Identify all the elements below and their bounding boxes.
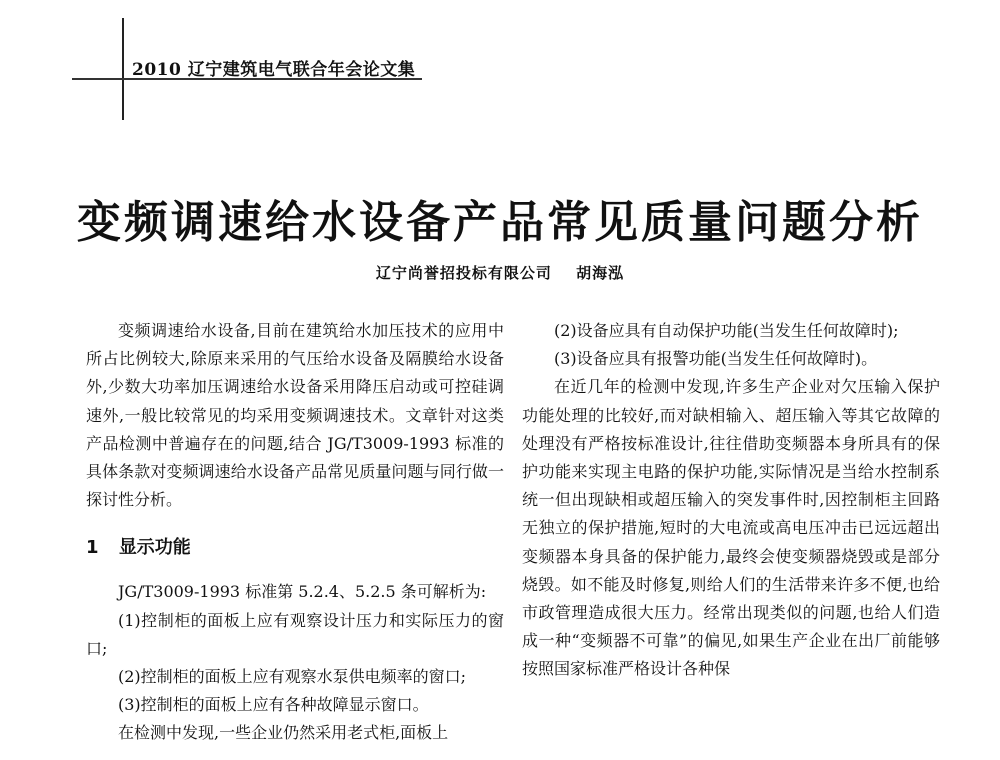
author-name: 胡海泓 [576, 264, 625, 282]
standard-paragraph: JG/T3009-1993 标准第 5.2.4、5.2.5 条可解析为: [118, 582, 487, 602]
list-item: (1)控制柜的面板上应有观察设计压力和实际压力的窗口; [86, 610, 504, 658]
intro-paragraph: 变频调速给水设备,目前在建筑给水加压技术的应用中所占比例较大,除原来采用的气压给水设备及隔膜给水设备外,少数大功率加压调速给水设备采用降压启动或可控硅调速外,一般比较常见的均采用变频调速技术。文章针对这类产品检测中普遍存在的问题,结合 JG/T3009-1993 标准的具体条款对变频调速给水设备产品常见质量问题与同行做一探讨性分析。 [86, 321, 504, 510]
list-item: (3)控制柜的面板上应有各种故障显示窗口。 [118, 695, 429, 715]
section-title: 显示功能 [118, 537, 191, 559]
section-number: 1 [86, 537, 99, 559]
right-column [522, 317, 940, 684]
list-item: (3)设备应具有报警功能(当发生任何故障时)。 [554, 349, 878, 369]
list-item: (2)控制柜的面板上应有观察水泵供电频率的窗口; [118, 667, 467, 687]
section-heading [86, 534, 504, 562]
author-affiliation: 辽宁尚誉招投标有限公司 [375, 264, 552, 282]
left-column [86, 317, 504, 748]
body-paragraph: 在检测中发现,一些企业仍然采用老式柜,面板上 [118, 723, 449, 743]
list-item: (2)设备应具有自动保护功能(当发生任何故障时); [554, 321, 899, 340]
header-vertical-rule [122, 18, 124, 120]
running-head: 2010 辽宁建筑电气联合年会论文集 [132, 60, 416, 80]
byline [0, 262, 1000, 283]
body-paragraph: 在近几年的检测中发现,许多生产企业对欠压输入保护功能处理的比较好,而对缺相输入、超压输入等其它故障的处理没有严格按标准设计,往往借助变频器本身所具有的保护功能来实现主电路的保护功能,实际情况是当给水控制系统一但出现缺相或超压输入的突发事件时,因控制柜主回路无独立的保护措施,短时的大电流或高电压冲击已远远超出变频器本身具备的保护能力,最终会使变频器烧毁或是部分烧毁。如不能及时修复,则给人们的生活带来许多不便,也给市政管理造成很大压力。经常出现类似的问题,也给人们造成一种“变频器不可靠”的偏见,如果生产企业在出厂前能够按照国家标准严格设计各种保 [522, 377, 940, 679]
article-title: 变频调速给水设备产品常见质量问题分析 [77, 197, 923, 248]
